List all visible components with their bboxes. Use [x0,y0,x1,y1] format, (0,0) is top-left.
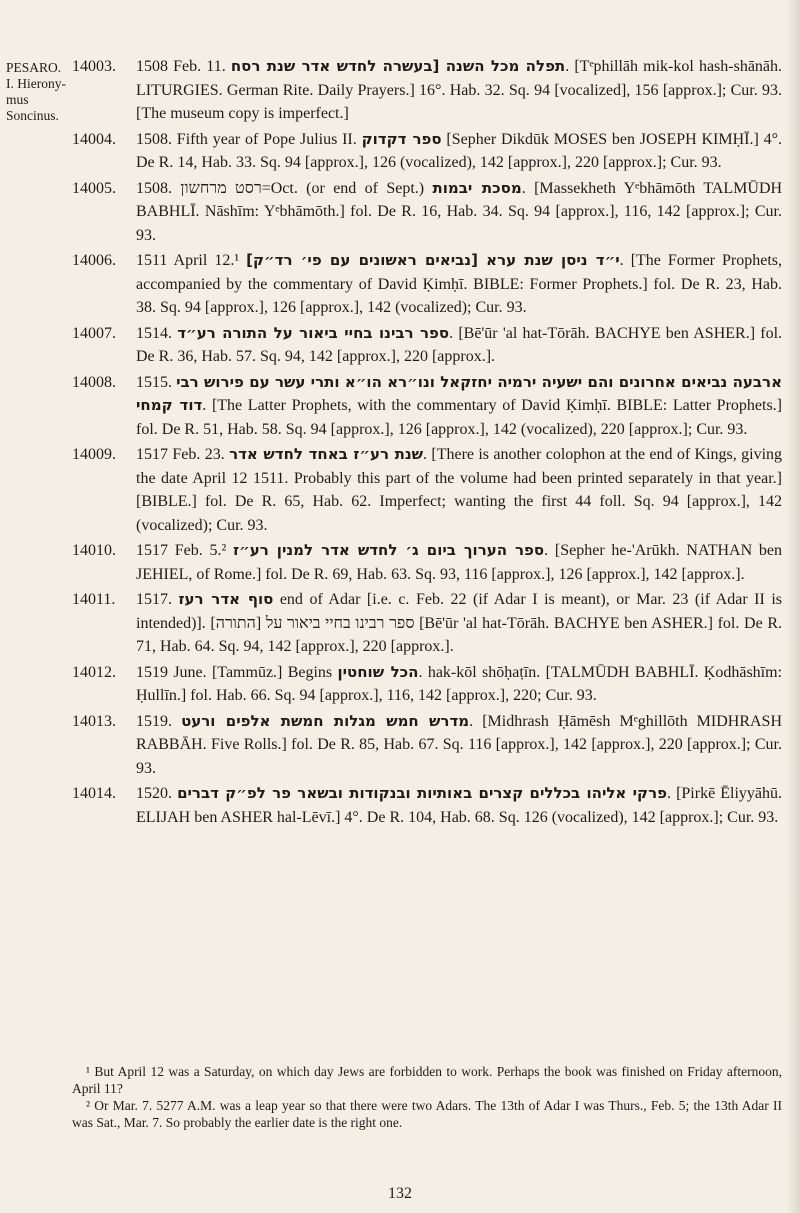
entry-number: 14003. [72,58,116,75]
catalogue-entry: 14007. 1514. ספר רבינו בחיי ביאור על התורה רע״ד. [Bē'ūr 'al hat-Tōrāh. BACHYE ben ASHER.] fol. De R. 36, Hab. 57. Sq. 94, 142 [approx.], 220 [approx.]. [72,323,783,365]
entry-number: 14006. [72,252,116,269]
entry-hebrew-title: שנת רע״ז באחד לחדש אדר [229,445,424,463]
catalogue-entry: 14013. 1519. מדרש חמש מגלות חמשת אלפים ורעט. [Midhrash Ḥāmēsh Mᵉghillōth MIDHRASH RABBĀH. Five Rolls.] fol. De R. 85, Hab. 67. Sq. 116 [approx.], 142 [approx.], 220 [approx.]; Cur. 93. [72,711,783,777]
page-number: 132 [388,1185,412,1202]
footnotes [72,1063,782,1131]
entry-text: [The Latter Prophets, with the commentary of David Ḳimḥī. BIBLE: Latter Prophets.] fol. De R. 51, Hab. 58. Sq. 94 [approx.], 126 [approx.], 142 (vocalized), 220 [approx.]; Cur. 93. [136,397,782,438]
entry-hebrew-title: ספר רבינו בחיי ביאור על התורה רע״ד [177,323,450,342]
footnote: ² Or Mar. 7. 5277 A.M. was a leap year so that there were two Adars. The 13th of Adar I was Thurs., Feb. 5; the 13th Adar II was Sat., Mar. 7. So probably the earlier date is the right one. [72,1098,782,1130]
entry-lead: 1517. [136,591,172,608]
entry-number: 14008. [72,373,116,391]
entry-number: 14007. [72,324,116,342]
entry-text: [There is another colophon at the end of Kings, giving the date April 12 1511. Probably this part of the volume had been printed separately in that year.] [BIBLE.] fol. De R. 65, Hab. 62. Imperfect; wanting the first 44 foll. Sq. 94 [approx.], 142 (vocalized); Cur. 93. [136,446,783,534]
entry-text: [Tᵉphillāh mik-kol hash-shānāh. LITURGIES. German Rite. Daily Prayers.] 16°. Hab. 32. Sq. 94 [vocalized], 156 [approx.]; Cur. 93. [The museum copy is imperfect.] [136,58,783,122]
entry-hebrew-title: פרקי אליהו בכללים קצרים באותיות ובנקודות ובשאר פר לפ״ק דברים [177,784,667,802]
entry-list [72,55,782,831]
entry-hebrew-title: מדרש חמש מגלות חמשת אלפים ורעט [181,711,470,730]
catalogue-entry: 14005. 1508. רסט מרחשון=Oct. (or end of Sept.) מסכת יבמות. [Massekheth Yᵉbhāmōth TALMŪDH BABHLĪ. Nāshīm: Yᵉbhāmōth.] fol. De R. 16, Hab. 34. Sq. 94 [approx.], 116, 142 [approx.]; Cur. 93. [72,178,783,244]
entry-hebrew-title: הכל שוחטין [337,662,419,681]
entry-number: 14005. [72,179,116,197]
entry-hebrew-title: תפלה מכל השנה [בעשרה לחדש אדר שנת רסח [230,57,566,75]
entry-number: 14010. [72,542,116,559]
catalogue-entry: 14006. 1511 April 12.¹ י״ד ניסן שנת ערא [נביאים ראשונים עם פי׳ רד״ק]. [The Former Prophets, accompanied by the commentary of David Ḳimḥī. BIBLE: Former Prophets.] fol. De R. 23, Hab. 38. Sq. 94 [approx.], 126 [approx.], 142 (vocalized); Cur. 93. [72,251,783,316]
entry-lead: 1511 April 12.¹ [136,252,240,269]
entry-lead: 1514. [136,324,172,342]
catalogue-entry [72,588,782,659]
margin-printer: I. Hierony-mus Soncinus. [6,76,66,123]
entry-number: 14014. [72,785,116,802]
entry-lead: 1508. רסט מרחשון=Oct. (or end of Sept.) [136,179,425,197]
entry-lead: 1508. Fifth year of Pope Julius II. [136,130,357,148]
entry-lead: 1520. [136,785,172,802]
catalogue-entry: 14014. 1520. פרקי אליהו בכללים קצרים באותיות ובנקודות ובשאר פר לפ״ק דברים. [Pirkē Ēliyyāhū. ELIJAH ben ASHER hal-Lēvī.] 4°. De R. 104, Hab. 68. Sq. 126 (vocalized), 142 [approx.]; Cur. 93. [72,784,782,826]
margin-note [6,60,68,124]
entry-hebrew-title: סוף אדר רעז [178,590,274,608]
entry-text: [The Former Prophets, accompanied by the commentary of David Ḳimḥī. BIBLE: Former Prophets.] fol. De R. 23, Hab. 38. Sq. 94 [approx.], 126 [approx.], 142 (vocalized); Cur. 93. [136,252,783,316]
footnote: ¹ But April 12 was a Saturday, on which day Jews are forbidden to work. Perhaps the book was finished on Friday afternoon, April 11? [72,1064,782,1096]
entry-lead: 1517 Feb. 23. [136,446,225,463]
catalogue-entry: 14009. 1517 Feb. 23. שנת רע״ז באחד לחדש אדר. [There is another colophon at the end of Kings, giving the date April 12 1511. Probably this part of the volume had been printed separately in that year.] [BIBLE.] fol. De R. 65, Hab. 62. Imperfect; wanting the first 44 foll. Sq. 94 [approx.], 142 (vocalized); Cur. 93. [72,445,783,534]
entry-lead: 1515. [136,373,172,391]
entry-number: 14011. [72,591,116,608]
catalogue-entry: 14003. 1508 Feb. 11. תפלה מכל השנה [בעשרה לחדש אדר שנת רסח. [Tᵉphillāh mik-kol hash-shānāh. LITURGIES. German Rite. Daily Prayers.] 16°. Hab. 32. Sq. 94 [vocalized], 156 [approx.]; Cur. 93. [The museum copy is imperfect.] [72,57,783,122]
entry-text: [Bē'ūr 'al hat-Tōrāh. BACHYE ben ASHER.] fol. De R. 36, Hab. 57. Sq. 94, 142 [approx.], 220 [approx.]. [136,324,783,365]
entry-text: [Sepher he-'Arūkh. NATHAN ben JEHIEL, of Rome.] fol. De R. 69, Hab. 63. Sq. 93, 116 [approx.], 126 [approx.], 142 [approx.]. [136,542,783,583]
catalogue-entry: 14010. 1517 Feb. 5.² ספר הערוך ביום ג׳ לחדש אדר למנין רע״ז. [Sepher he-'Arūkh. NATHAN ben JEHIEL, of Rome.] fol. De R. 69, Hab. 63. Sq. 93, 116 [approx.], 126 [approx.], 142 [approx.]. [72,541,783,583]
entry-lead: 1519. [136,712,172,730]
entry-hebrew-title: ספר דקדוק [361,129,442,148]
entry-hebrew-title: מסכת יבמות [432,178,522,197]
catalogue-entry [72,128,782,175]
entry-text: [Sepher Dikdūk MOSES ben JOSEPH KIMḤĪ.] 4°. De R. 14, Hab. 33. Sq. 94 [approx.], 126 (vocalized), 142 [approx.], 220 [approx.]; Cur. 93. [136,130,783,171]
entry-text: [Midhrash Ḥāmēsh Mᵉghillōth MIDHRASH RABBĀH. Five Rolls.] fol. De R. 85, Hab. 67. Sq. 116 [approx.], 142 [approx.], 220 [approx.]; Cur. 93. [136,712,783,777]
entry-number: 14009. [72,446,116,463]
entry-lead: 1517 Feb. 5.² [136,542,227,559]
entry-hebrew-title: י״ד ניסן שנת ערא [נביאים ראשונים עם פי׳ רד״ק] [246,251,620,269]
entry-number: 14013. [72,712,116,730]
entry-text: [Massekheth Yᵉbhāmōth TALMŪDH BABHLĪ. Nāshīm: Yᵉbhāmōth.] fol. De R. 16, Hab. 34. Sq. 94 [approx.], 116, 142 [approx.]; Cur. 93. [136,179,783,244]
entry-number: 14004. [72,130,116,148]
page-edge-shadow [786,0,800,1213]
entry-lead: 1519 June. [Tammūz.] Begins [136,663,333,681]
catalogue-entry: 14012. 1519 June. [Tammūz.] Begins הכל שוחטין. hak-kōl shōḥaṭīn. [TALMŪDH BABHLĪ. Ḳodhāshīm: Ḥullīn.] fol. Hab. 66. Sq. 94 [approx.], 116, 142 [approx.], 220; Cur. 93. [72,662,783,704]
entry-number: 14012. [72,663,116,681]
entry-hebrew-title: ארבעה נביאים אחרונים והם ישעיה ירמיה יחזקאל ונו״רא הו״א ותרי עשר עם פירוש רבי דוד קמחי [136,372,782,414]
entry-text: [Pirkē Ēliyyāhū. ELIJAH ben ASHER hal-Lēvī.] 4°. De R. 104, Hab. 68. Sq. 126 (vocalized), 142 [approx.]; Cur. 93. [136,785,782,826]
entry-lead: 1508 Feb. 11. [136,58,226,75]
entry-text: end of Adar [i.e. c. Feb. 22 (if Adar I is meant), or Mar. 23 (if Adar II is intended)]. ספר רבינו בחיי ביאור על [התורה] [Bē'ūr 'al hat-Tōrāh. BACHYE ben ASHER.] fol. De R. 71, Hab. 64. Sq. 94, 142 [approx.], 220 [approx.]. [136,591,783,655]
entry-text: hak-kōl shōḥaṭīn. [TALMŪDH BABHLĪ. Ḳodhāshīm: Ḥullīn.] fol. Hab. 66. Sq. 94 [approx.], 116, 142 [approx.], 220; Cur. 93. [136,663,783,704]
catalogue-entry: 14008. 1515. ארבעה נביאים אחרונים והם ישעיה ירמיה יחזקאל ונו״רא הו״א ותרי עשר עם פירוש רבי דוד קמחי. [The Latter Prophets, with the commentary of David Ḳimḥī. BIBLE: Latter Prophets.] fol. De R. 51, Hab. 58. Sq. 94 [approx.], 126 [approx.], 142 (vocalized), 220 [approx.]; Cur. 93. [72,372,782,438]
entry-hebrew-title: ספר הערוך ביום ג׳ לחדש אדר למנין רע״ז [233,541,545,559]
margin-place: PESARO. [6,60,62,75]
